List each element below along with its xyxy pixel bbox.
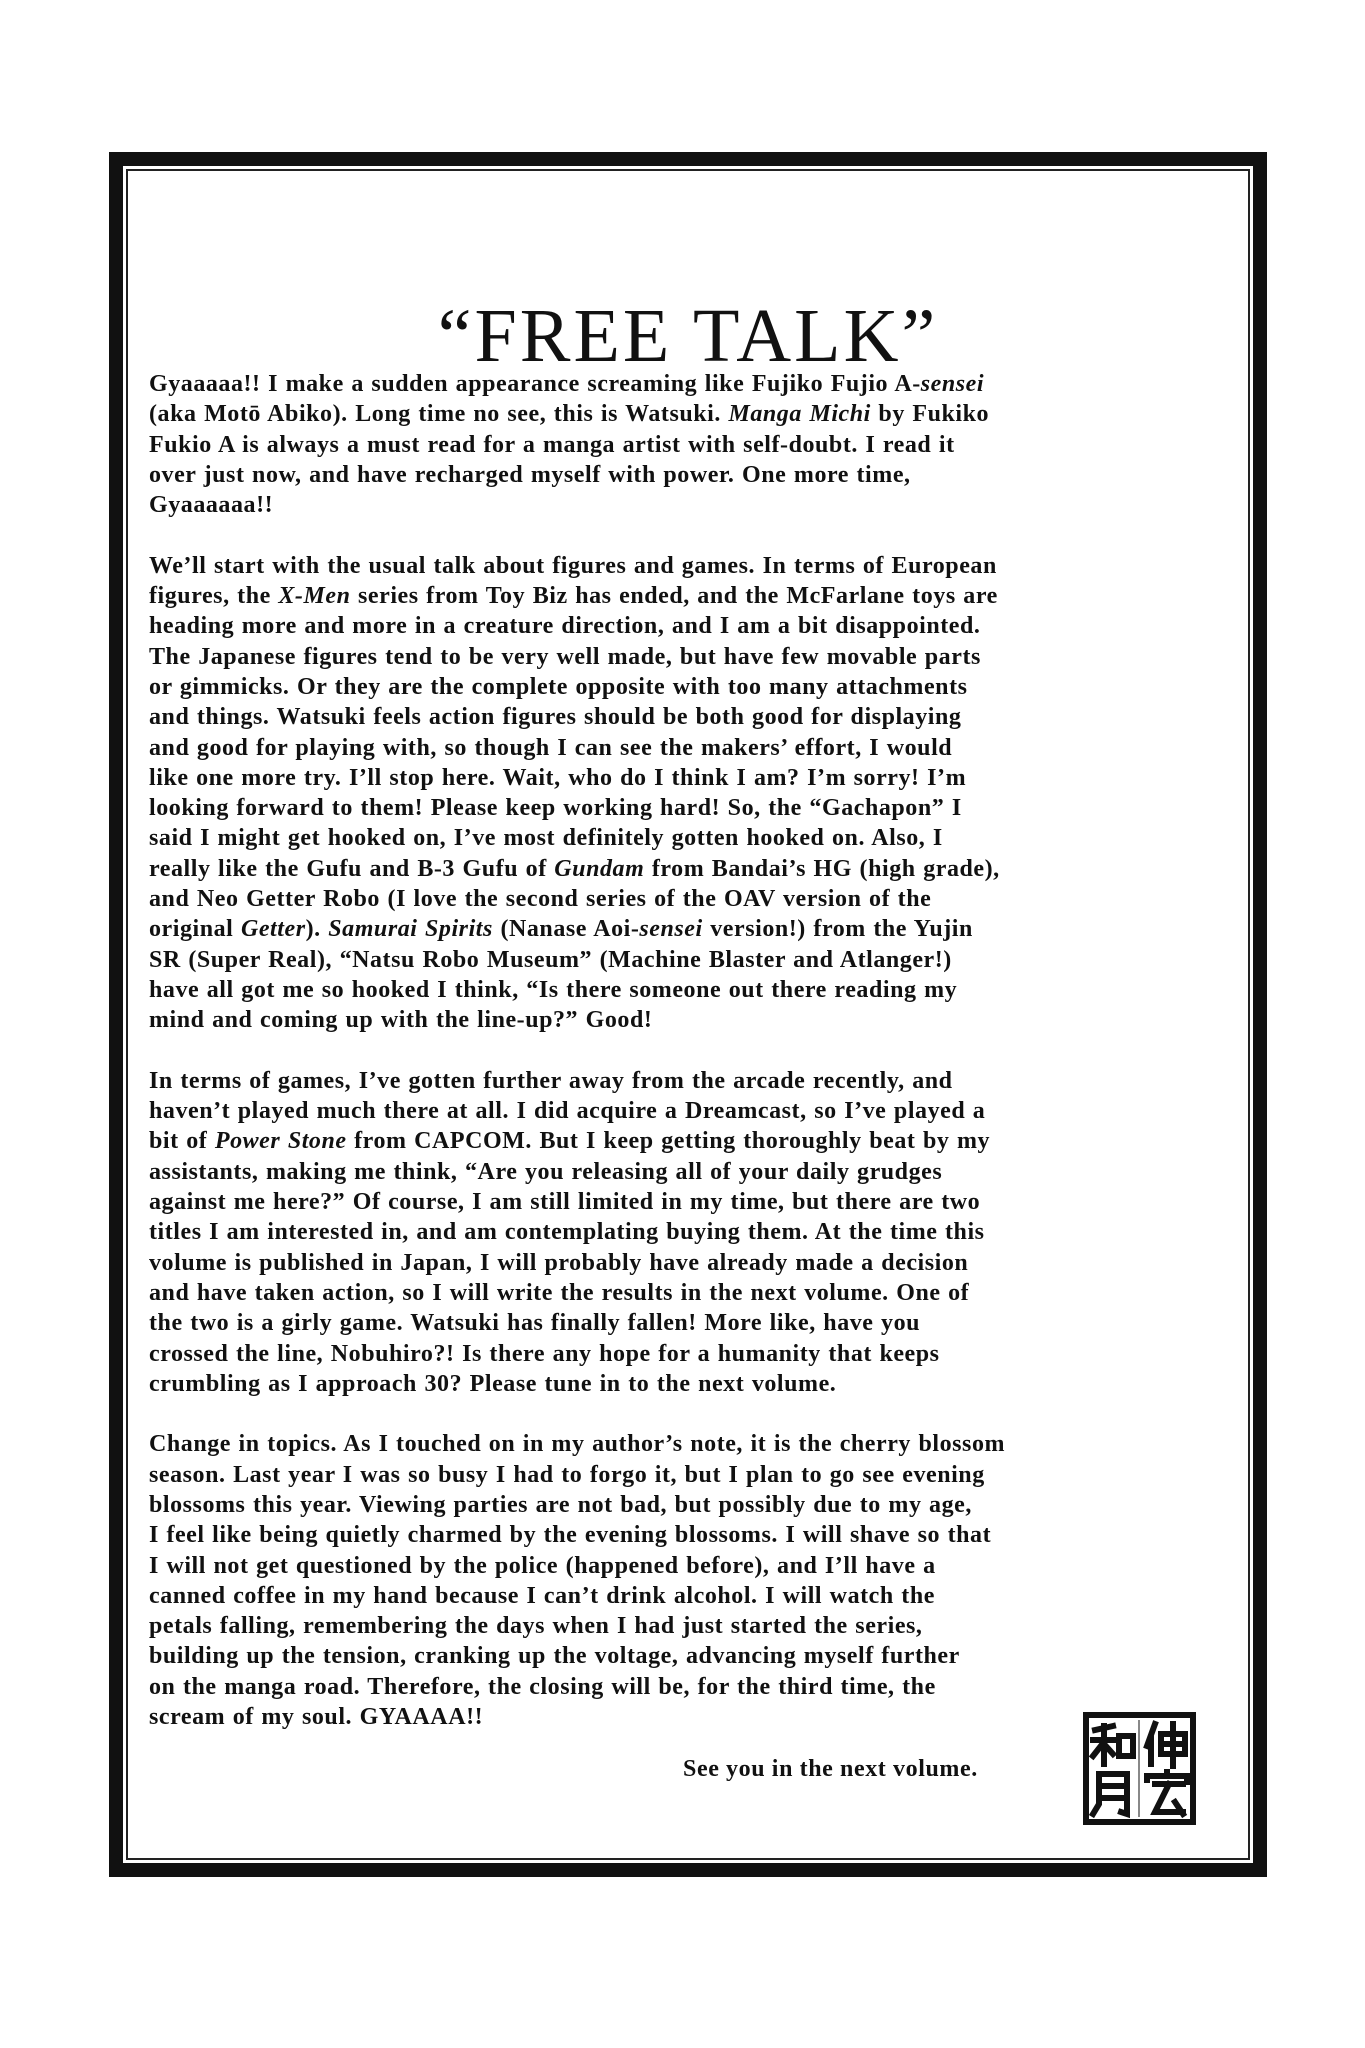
text-segment: and good for playing with, so though I can see the makers’ effort, I would <box>149 734 953 761</box>
text-segment: heading more and more in a creature direction, and I am a bit disappointed. <box>149 613 981 640</box>
text-segment: mind and coming up with the line-up?” Good! <box>149 1007 653 1034</box>
text-segment: We’ll start with the usual talk about figures and games. In terms of European <box>149 552 997 579</box>
text-segment: version!) from the Yujin <box>702 916 973 943</box>
text-segment: petals falling, remembering the days when I had just started the series, <box>149 1613 923 1640</box>
text-line <box>149 793 1239 823</box>
text-line <box>149 672 1239 702</box>
free-talk-body <box>149 369 1239 1763</box>
text-segment: series from Toy Biz has ended, and the McFarlane toys are <box>350 583 998 610</box>
text-segment: against me here?” Of course, I am still limited in my time, but there are two <box>149 1189 981 1216</box>
text-segment: (Nanase Aoi- <box>492 916 640 943</box>
text-line <box>149 551 1239 581</box>
text-line <box>149 1551 1239 1581</box>
text-segment: and Neo Getter Robo (I love the second series of the OAV version of the <box>149 886 932 913</box>
text-segment: volume is published in Japan, I will probably have already made a decision <box>149 1249 969 1276</box>
text-line <box>149 1490 1239 1520</box>
text-line <box>149 1066 1239 1096</box>
text-line <box>149 1429 1239 1459</box>
text-line <box>149 642 1239 672</box>
text-line <box>149 1187 1239 1217</box>
text-line <box>149 1157 1239 1187</box>
text-line <box>149 702 1239 732</box>
italic-title: Getter <box>240 916 306 943</box>
text-segment: looking forward to them! Please keep working hard! So, the “Gachapon” I <box>149 795 962 822</box>
text-line <box>149 733 1239 763</box>
text-segment: assistants, making me think, “Are you releasing all of your daily grudges <box>149 1158 943 1185</box>
text-line <box>149 884 1239 914</box>
italic-title: Gundam <box>554 855 645 882</box>
text-segment: I will not get questioned by the police (happened before), and I’ll have a <box>149 1552 936 1579</box>
text-segment: from CAPCOM. But I keep getting thoroughly beat by my <box>346 1128 991 1155</box>
text-line <box>149 1520 1239 1550</box>
paragraph-4 <box>149 1429 1239 1732</box>
text-line <box>149 430 1239 460</box>
text-segment: crossed the line, Nobuhiro?! Is there any hope for a humanity that keeps <box>149 1340 940 1367</box>
text-line <box>149 1641 1239 1671</box>
text-segment: SR (Super Real), “Natsu Robo Museum” (Machine Blaster and Atlanger!) <box>149 946 952 973</box>
italic-title: Manga Michi <box>728 401 871 428</box>
text-line <box>149 1278 1239 1308</box>
text-segment: on the manga road. Therefore, the closing will be, for the third time, the <box>149 1673 936 1700</box>
text-line <box>149 1005 1239 1035</box>
paragraph-3 <box>149 1066 1239 1399</box>
text-segment: or gimmicks. Or they are the complete opposite with too many attachments <box>149 673 968 700</box>
text-segment: titles I am interested in, and am contemplating buying them. At the time this <box>149 1219 985 1246</box>
text-line <box>149 1096 1239 1126</box>
text-segment: In terms of games, I’ve gotten further away from the arcade recently, and <box>149 1067 953 1094</box>
text-line <box>149 1611 1239 1641</box>
text-line <box>149 399 1239 429</box>
text-segment: from Bandai’s HG (high grade), <box>644 855 1000 882</box>
text-segment: and have taken action, so I will write the results in the next volume. One of <box>149 1279 970 1306</box>
text-line <box>149 854 1239 884</box>
text-segment: bit of <box>149 1128 215 1155</box>
italic-title: sensei <box>639 916 703 943</box>
text-segment: building up the tension, cranking up the voltage, advancing myself further <box>149 1643 960 1670</box>
text-segment: I feel like being quietly charmed by the evening blossoms. I will shave so that <box>149 1522 992 1549</box>
text-line <box>149 763 1239 793</box>
text-line <box>149 1672 1239 1702</box>
italic-title: Samurai Spirits <box>328 916 493 943</box>
text-line <box>149 1217 1239 1247</box>
text-segment: haven’t played much there at all. I did acquire a Dreamcast, so I’ve played a <box>149 1098 986 1125</box>
text-line <box>149 369 1239 399</box>
text-line <box>149 1126 1239 1156</box>
author-seal-stamp-icon <box>1083 1712 1196 1825</box>
text-line <box>149 1308 1239 1338</box>
text-segment: crumbling as I approach 30? Please tune in to the next volume. <box>149 1370 837 1397</box>
signoff-text: See you in the next volume. <box>683 1756 978 1782</box>
paragraph-2 <box>149 551 1239 1036</box>
text-segment: The Japanese figures tend to be very well made, but have few movable parts <box>149 643 981 670</box>
italic-title: X-Men <box>278 583 351 610</box>
text-segment: (aka Motō Abiko). Long time no see, this is Watsuki. <box>149 401 729 428</box>
text-segment: figures, the <box>149 583 279 610</box>
text-line <box>149 1369 1239 1399</box>
text-segment: blossoms this year. Viewing parties are not bad, but possibly due to my age, <box>149 1491 972 1518</box>
text-line <box>149 1248 1239 1278</box>
text-line <box>149 490 1239 520</box>
italic-title: sensei <box>920 371 985 397</box>
text-line <box>149 975 1239 1005</box>
text-segment: like one more try. I’ll stop here. Wait, who do I think I am? I’m sorry! I’m <box>149 764 967 791</box>
text-line <box>149 581 1239 611</box>
text-segment: canned coffee in my hand because I can’t drink alcohol. I will watch the <box>149 1582 935 1609</box>
text-line <box>149 1339 1239 1369</box>
text-segment: Gyaaaaa!! I make a sudden appearance screaming like Fujiko Fujio A- <box>149 371 921 397</box>
text-line <box>149 1581 1239 1611</box>
text-segment: and things. Watsuki feels action figures should be both good for displaying <box>149 704 962 731</box>
text-line <box>149 914 1239 944</box>
text-segment: said I might get hooked on, I’ve most definitely gotten hooked on. Also, I <box>149 825 943 852</box>
text-segment: season. Last year I was so busy I had to forgo it, but I plan to go see evening <box>149 1461 985 1488</box>
text-segment: ). <box>305 916 329 943</box>
text-segment: over just now, and have recharged myself with power. One more time, <box>149 461 911 488</box>
text-line <box>149 1702 1239 1732</box>
text-segment: Gyaaaaaa!! <box>149 492 274 519</box>
text-line <box>149 945 1239 975</box>
text-line <box>149 1460 1239 1490</box>
text-segment: scream of my soul. GYAAAA!! <box>149 1704 484 1731</box>
text-line <box>149 611 1239 641</box>
italic-title: Power Stone <box>214 1128 347 1155</box>
text-segment: Fukio A is always a must read for a manga artist with self-doubt. I read it <box>149 431 955 458</box>
text-segment: have all got me so hooked I think, “Is there someone out there reading my <box>149 976 958 1003</box>
text-line <box>149 460 1239 490</box>
text-segment: by Fukiko <box>870 401 990 428</box>
paragraph-1 <box>149 369 1239 520</box>
text-segment: Change in topics. As I touched on in my author’s note, it is the cherry blossom <box>149 1431 1006 1458</box>
text-line <box>149 823 1239 853</box>
page-title: “FREE TALK” <box>437 293 939 378</box>
text-segment: original <box>149 916 241 943</box>
text-segment: the two is a girly game. Watsuki has finally fallen! More like, have you <box>149 1310 921 1337</box>
text-segment: really like the Gufu and B-3 Gufu of <box>149 855 555 882</box>
